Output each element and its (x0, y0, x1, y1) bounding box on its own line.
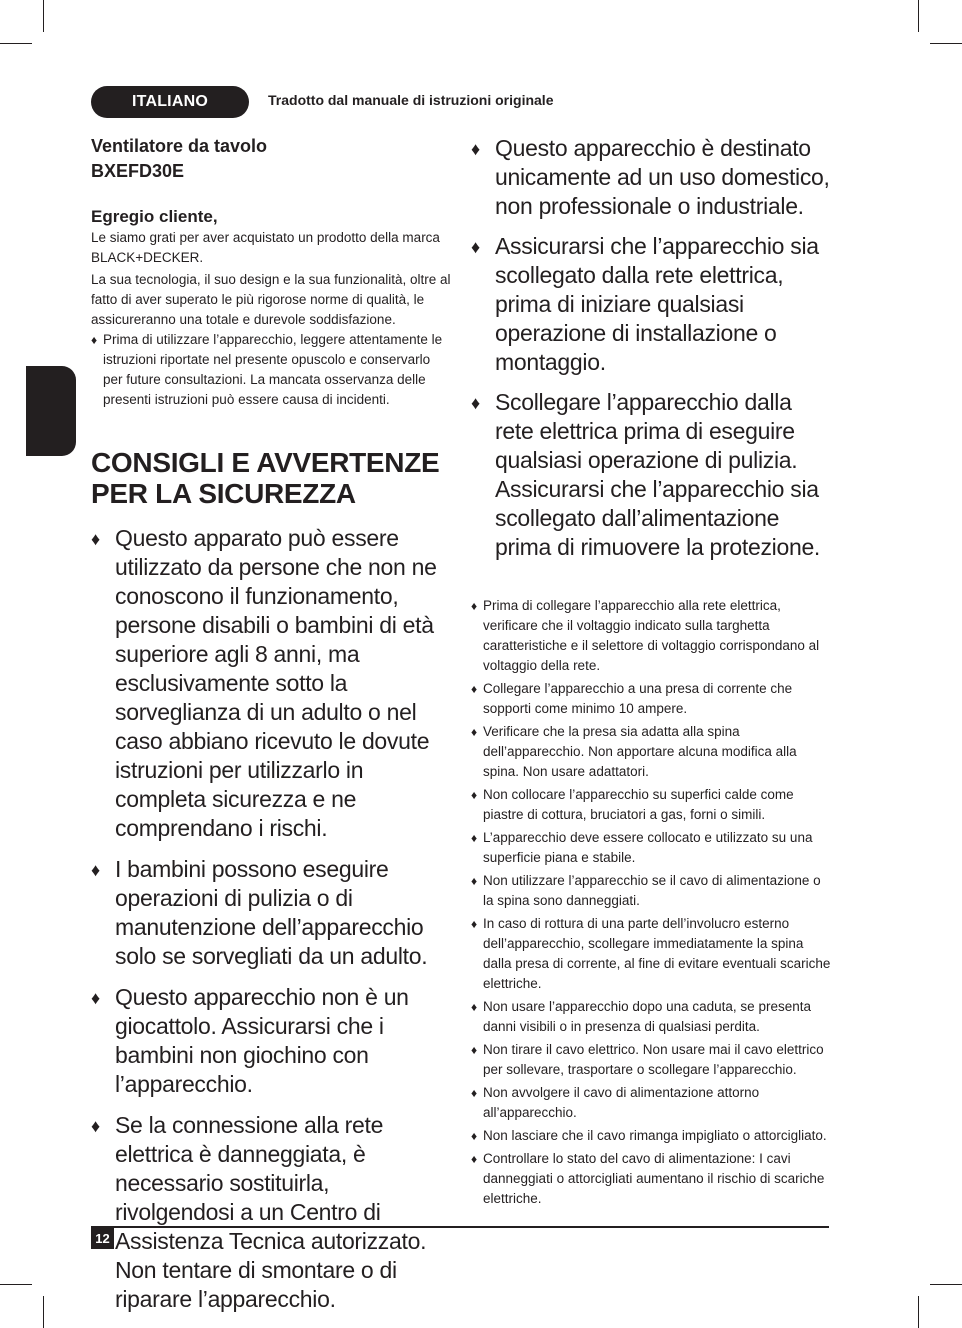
safety-small-item: ♦ Collegare l’apparecchio a una presa di corrente che sopporti come minimo 10 ampere. (471, 679, 833, 719)
safety-list-right (471, 134, 833, 562)
product-model: BXEFD30E (91, 161, 185, 181)
safety-small-item: ♦ Non collocare l’apparecchio su superfici calde come piastre di cottura, bruciatori a gas, forni o simili. (471, 785, 833, 825)
crop-mark (43, 1296, 44, 1328)
safety-small-item: ♦ Non lasciare che il cavo rimanga impigliato o attorcigliato. (471, 1126, 833, 1146)
crop-mark (918, 1296, 919, 1328)
left-column (91, 134, 451, 1326)
safety-small-item: ♦ Verificare che la presa sia adatta alla spina dell’apparecchio. Non apportare alcuna modifica alla spina. Non usare adattatori. (471, 722, 833, 782)
safety-item: ♦ I bambini possono eseguire operazioni di pulizia o di manutenzione dell’apparecchio solo se sorvegliati da un adulto. (91, 855, 451, 971)
section-heading (91, 447, 451, 509)
safety-small-item: ♦ Non usare l’apparecchio dopo una caduta, se presenta danni visibili o in presenza di qualsiasi perdita. (471, 997, 833, 1037)
safety-small-item: ♦ Non utilizzare l’apparecchio se il cavo di alimentazione o la spina sono danneggiati. (471, 871, 833, 911)
safety-item: ♦ Questo apparecchio non è un giocattolo. Assicurarsi che i bambini non giochino con l’apparecchio. (91, 983, 451, 1099)
intro-paragraph: Le siamo grati per aver acquistato un prodotto della marca BLACK+DECKER. (91, 230, 440, 265)
section-heading-line: PER LA SICUREZZA (91, 478, 356, 509)
section-heading-line: CONSIGLI E AVVERTENZE (91, 447, 440, 478)
language-badge: ITALIANO (91, 86, 249, 118)
crop-mark (0, 43, 32, 44)
translation-note: Tradotto dal manuale di istruzioni originale (268, 92, 554, 108)
crop-mark (0, 1284, 32, 1285)
safety-small-item: ♦ Non avvolgere il cavo di alimentazione attorno all’apparecchio. (471, 1083, 833, 1123)
crop-mark (930, 43, 962, 44)
safety-small-item: ♦ In caso di rottura di una parte dell’involucro esterno dell’apparecchio, scollegare immediatamente la spina dalla presa di corrente, al fine di evitare eventuali scariche elettriche. (471, 914, 833, 994)
safety-small-item: ♦ Controllare lo stato del cavo di alimentazione: I cavi danneggiati o attorcigliati aumentano il rischio di scariche elettriche. (471, 1149, 833, 1209)
side-language-tab (26, 366, 76, 456)
safety-small-item: ♦ Prima di collegare l’apparecchio alla rete elettrica, verificare che il voltaggio indicato sulla targhetta caratteristiche e il selettore di voltaggio corrispondano al voltaggio della rete. (471, 596, 833, 676)
crop-mark (930, 1284, 962, 1285)
safety-item: ♦ Questo apparecchio è destinato unicamente ad un uso domestico, non professionale o industriale. (471, 134, 833, 221)
product-name: Ventilatore da tavolo (91, 136, 268, 156)
crop-mark (43, 0, 44, 32)
footer-rule (91, 1226, 829, 1228)
safety-item: ♦ Scollegare l’apparecchio dalla rete elettrica prima di eseguire qualsiasi operazione di pulizia. Assicurarsi che l’apparecchio sia scollegato dall’alimentazione prima di rimuovere la protezione. (471, 388, 833, 562)
safety-list-left (91, 524, 451, 1314)
crop-mark (918, 0, 919, 32)
safety-item: ♦ Questo apparato può essere utilizzato da persone che non ne conoscono il funzionamento, persone disabili o bambini di età superiore agli 8 anni, ma esclusivamente sotto la sorveglianza di un adulto o nel caso abbiano ricevuto le dovute istruzioni per utilizzarlo in completa sicurezza e ne comprendano i rischi. (91, 524, 451, 843)
safety-small-item: ♦ Non tirare il cavo elettrico. Non usare mai il cavo elettrico per sollevare, trasportare o scollegare l’apparecchio. (471, 1040, 833, 1080)
safety-small-item: ♦ L’apparecchio deve essere collocato e utilizzato su una superficie piana e stabile. (471, 828, 833, 868)
intro-paragraph: La sua tecnologia, il suo design e la sua funzionalità, oltre al fatto di aver superato le più rigorose norme di qualità, le assicureranno una totale e durevole soddisfazione. (91, 272, 451, 327)
right-column (471, 134, 833, 1209)
page-number: 12 (91, 1228, 114, 1249)
safety-item: ♦ Assicurarsi che l’apparecchio sia scollegato dalla rete elettrica, prima di iniziare qualsiasi operazione di installazione o montaggio. (471, 232, 833, 377)
safety-list-small (471, 596, 833, 1209)
intro-bullet: ♦ Prima di utilizzare l’apparecchio, leggere attentamente le istruzioni riportate nel presente opuscolo e conservarlo per future consultazioni. La mancata osservanza delle presenti istruzioni può essere causa di incidenti. (91, 330, 451, 410)
safety-item: ♦ Se la connessione alla rete elettrica è danneggiata, è necessario sostituirla, rivolgendosi a un Centro di Assistenza Tecnica autorizzato. Non tentare di smontare o di riparare l’apparecchio. (91, 1111, 451, 1314)
greeting: Egregio cliente, (91, 207, 218, 226)
